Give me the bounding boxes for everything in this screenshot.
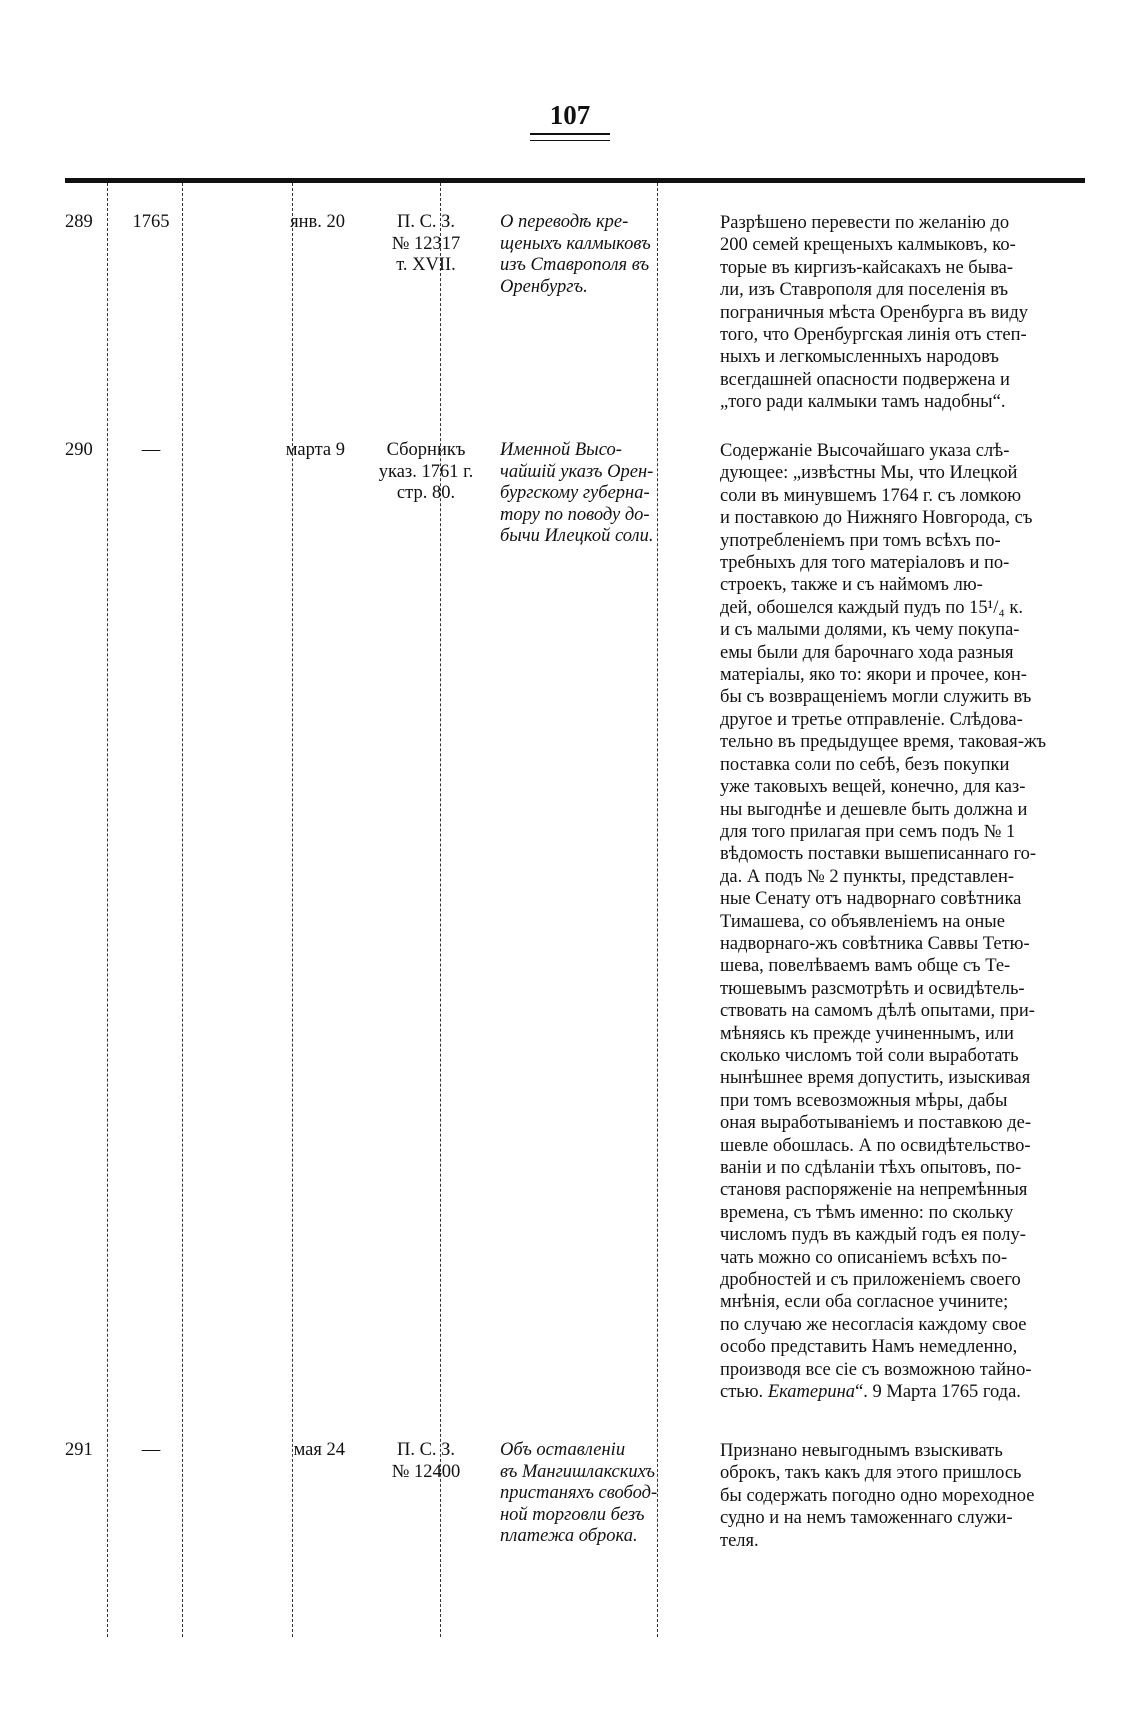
entry-date: янв. 20 xyxy=(290,212,345,232)
entry-number: 289 xyxy=(65,212,93,232)
entry-title: О переводѣ кре- щеныхъ калмыковъ изъ Ставрополя въ Оренбургъ. xyxy=(500,212,651,297)
page-number: 107 xyxy=(549,100,591,130)
table-top-rule xyxy=(65,178,1085,183)
entry-number: 291 xyxy=(65,1440,93,1460)
entry-year: 1765 xyxy=(132,212,170,232)
page-number-underline-second xyxy=(530,140,610,141)
entry-number: 290 xyxy=(65,440,93,460)
entry-title: Именной Высо- чайшій указъ Орен- бургскому губерна- тору по поводу до- бычи Илецкой соли. xyxy=(500,440,654,546)
entry-year: — xyxy=(141,1440,161,1460)
column-divider xyxy=(440,183,441,1637)
entry-title: Объ оставленіи въ Мангишлакскихъ пристаняхъ свобод- ной торговли безъ платежа оброка. xyxy=(500,1440,658,1546)
entry-date: марта 9 xyxy=(285,440,345,460)
column-divider xyxy=(107,183,108,1637)
entry-content: Признано невыгоднымъ взыскивать оброкъ, такъ какъ для этого пришлось бы содержать погодно одно мореходное судно и на немъ таможеннаго служи- теля. xyxy=(720,1441,1035,1551)
page-number-underline xyxy=(530,133,610,135)
entry-source: П. С. З. № 12317 т. XVII. xyxy=(391,212,461,275)
entry-signature: Екатерина xyxy=(767,1382,856,1403)
entry-source: Сборникъ указ. 1761 г. стр. 80. xyxy=(378,440,474,503)
entry-content-text: Содержаніе Высочайшаго указа слѣ- дующее: „извѣстны Мы, что Илецкой соли въ минувшемъ 1764 г. съ ломкою и поставкою до Нижняго Новгорода, съ употребленіемъ при томъ всѣхъ по- требныхъ для того матеріаловъ и по- строекъ, также и съ наймомъ лю- дей, обошелся каждый пудъ по 15¹/₄ к. и съ малыми долями, къ чему покупа- емы были для барочнаго хода разныя матеріалы, яко то: якори и прочее, кон- бы съ возвращеніемъ могли служить въ другое и третье отправленіе. Слѣдова- тельно въ предыдущее время, таковая-жъ поставка соли по себѣ, безъ покупки уже таковыхъ вещей, конечно, для каз- ны выгоднѣе и дешевле быть должна и для того прилагая при семъ подъ № 1 вѣдомость поставки вышеписаннаго го- да. А подъ № 2 пункты, представлен- ные Сенату отъ надворнаго совѣтника Тимашева, со объявленіемъ на оные надворнаго-жъ совѣтника Саввы Тетю- шева, повелѣваемъ вамъ обще съ Те- тюшевымъ разсмотрѣть и освидѣтель- ствовать на самомъ дѣлѣ опытами, при- мѣняясь къ прежде учиненнымъ, или сколько числомъ той соли выработать нынѣшнее время допустить, изыскивая при томъ всевозможныя мѣры, дабы оная выработываніемъ и поставкою де- шевле обошлась. А по освидѣтельство- ваніи и по сдѣланіи тѣхъ опытовъ, по- становя распоряженіе на непремѣнныя времена, съ тѣмъ именно: по скольку числомъ пудъ въ каждый годъ ея полу- чать можно со описаніемъ всѣхъ по- дробностей и съ приложеніемъ своего мнѣнія, если оба согласное учините; по случаю же несогласія каждому свое особо представить Намъ немедленно, производя все сіе съ возможною тайно- стью. xyxy=(720,441,1047,1403)
entry-year: — xyxy=(141,440,161,460)
entry-closing: “. 9 Марта 1765 года. xyxy=(855,1382,1021,1403)
column-divider xyxy=(657,183,658,1637)
column-divider xyxy=(182,183,183,1637)
entry-content xyxy=(720,440,1135,1403)
column-divider xyxy=(292,183,293,1637)
entry-source: П. С. З. № 12400 xyxy=(391,1440,461,1482)
entry-date: мая 24 xyxy=(293,1440,345,1460)
entry-content: Разрѣшено перевести по желанію до 200 семей крещеныхъ калмыковъ, ко- торые въ киргизъ-кайсакахъ не быва- ли, изъ Ставрополя для поселенія въ пограничныя мѣста Оренбурга въ виду того, что Оренбургская линія отъ степ- ныхъ и легкомысленныхъ народовъ всегдашней опасности подвержена и „того ради калмыки тамъ надобны“. xyxy=(720,213,1028,413)
